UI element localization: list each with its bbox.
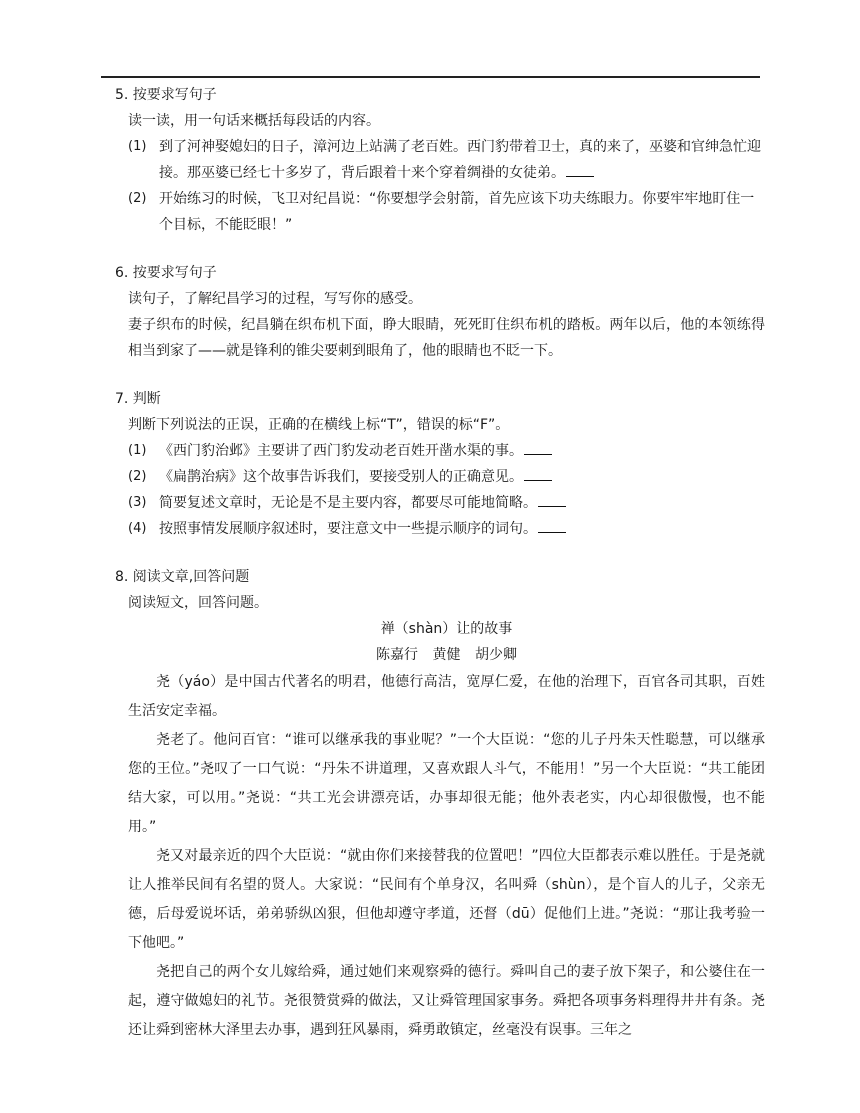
sub-question-number: (3) [128,495,147,510]
answer-blank[interactable] [538,490,566,507]
answer-blank[interactable] [538,516,566,533]
article-paragraph: 尧老了。他问百官：“谁可以继承我的事业呢？”一个大臣说：“您的儿子丹朱天性聪慧，可以继承您的王位。”尧叹了一口气说：“丹朱不讲道理，又喜欢跟人斗气，不能用！”另一个大臣说：“共工能团结大家，可以用。”尧说：“共工光会讲漂亮话，办事却很无能；他外表老实，内心却很傲慢，也不能用。” [128,732,765,835]
sub-question-text: 简要复述文章时，无论是不是主要内容，都要尽可能地简略。 [159,495,537,511]
sub-question-number: (4) [128,521,147,536]
question-7 [115,386,765,542]
question-passage: 妻子织布的时候，纪昌躺在织布机下面，睁大眼睛，死死盯住织布机的踏板。两年以后，他的本领练得相当到家了——就是锋利的锥尖要刺到眼角了，他的眼睛也不眨一下。 [128,317,765,359]
document-body [115,82,765,1067]
sub-question-text: 到了河神娶媳妇的日子，漳河边上站满了老百姓。西门豹带着卫士，真的来了，巫婆和官绅急忙迎接。那巫婆已经七十多岁了，背后跟着十来个穿着绸褂的女徒弟。 [159,139,761,181]
question-5 [115,82,765,238]
question-instruction: 读一读，用一句话来概括每段话的内容。 [128,113,380,129]
answer-blank[interactable] [524,438,552,455]
article-paragraph: 尧（yáo）是中国古代著名的明君，他德行高洁，宽厚仁爱，在他的治理下，百官各司其职，百姓生活安定幸福。 [128,674,765,719]
sub-question-text: 开始练习的时候，飞卫对纪昌说：“你要想学会射箭，首先应该下功夫练眼力。你要牢牢地盯住一个目标，不能眨眼！” [159,191,755,233]
question-8 [115,564,765,1045]
sub-question [115,186,765,238]
article-title: 禅（shàn）让的故事 [380,621,513,637]
sub-question-text: 《西门豹治邺》主要讲了西门豹发动老百姓开凿水渠的事。 [159,443,523,459]
answer-blank[interactable] [566,160,594,177]
sub-question-text: 按照事情发展顺序叙述时，要注意文中一些提示顺序的词句。 [159,521,537,537]
question-title: 6. 按要求写句子 [115,265,217,281]
question-6 [115,260,765,364]
sub-question-number: (2) [128,469,147,484]
sub-question-number: (1) [128,443,147,458]
sub-question [115,516,765,542]
header-rule [101,76,760,78]
sub-question [115,438,765,464]
article-authors: 陈嘉行 黄健 胡少卿 [376,647,517,663]
article-paragraph: 尧把自己的两个女儿嫁给舜，通过她们来观察舜的德行。舜叫自己的妻子放下架子，和公婆住在一起，遵守做媳妇的礼节。尧很赞赏舜的做法，又让舜管理国家事务。舜把各项事务料理得井井有条。尧还让舜到密林大泽里去办事，遇到狂风暴雨，舜勇敢镇定，丝毫没有误事。三年之 [128,964,765,1038]
question-title: 5. 按要求写句子 [115,87,217,103]
sub-question-text: 《扁鹊治病》这个故事告诉我们，要接受别人的正确意见。 [159,469,523,485]
question-instruction: 判断下列说法的正误，正确的在横线上标“T”，错误的标“F”。 [128,417,510,433]
sub-question-number: (2) [128,191,147,206]
sub-question-number: (1) [128,139,147,154]
question-instruction: 读句子，了解纪昌学习的过程，写写你的感受。 [128,291,422,307]
sub-question [115,464,765,490]
question-title: 8. 阅读文章,回答问题 [115,569,250,585]
sub-question [115,490,765,516]
question-title: 7. 判断 [115,391,161,407]
article-paragraph: 尧又对最亲近的四个大臣说：“就由你们来接替我的位置吧！”四位大臣都表示难以胜任。于是尧就让人推举民间有名望的贤人。大家说：“民间有个单身汉，名叫舜（shùn），是个盲人的儿子，父亲无德，后母爱说坏话，弟弟骄纵凶狠，但他却遵守孝道，还督（dū）促他们上进。”尧说：“那让我考验一下他吧。” [128,848,765,951]
sub-question [115,134,765,186]
question-instruction: 阅读短文，回答问题。 [128,595,268,611]
answer-blank[interactable] [524,464,552,481]
